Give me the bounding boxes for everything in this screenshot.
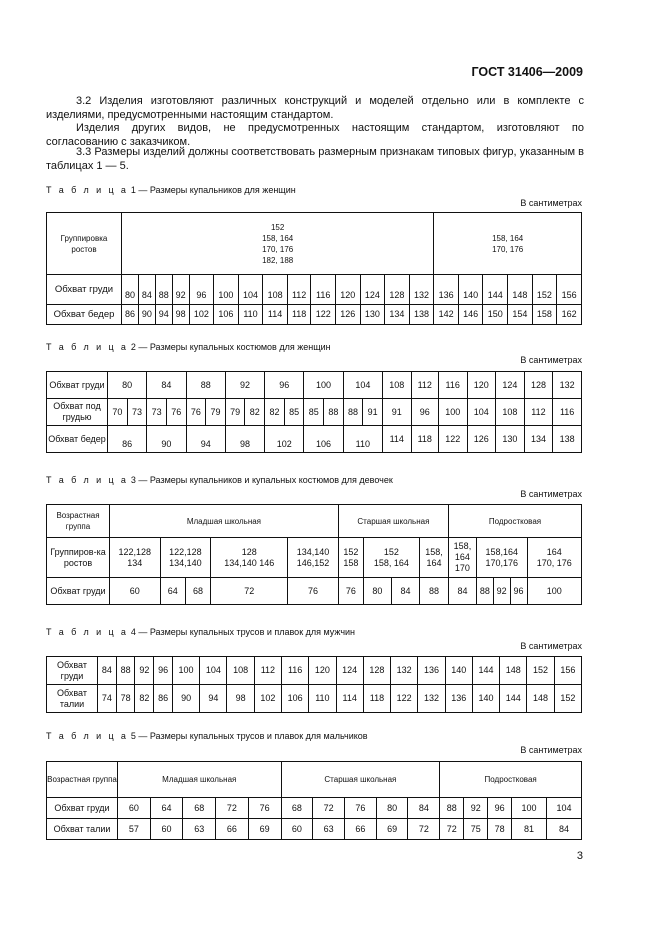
- table-cell: 78: [116, 685, 135, 713]
- table-cell: 72: [408, 819, 440, 840]
- table-cell: 112: [411, 372, 438, 399]
- paragraph-3-2-cont: Изделия других видов, не предусмотренных настоящим стандартом, изготовляют по согласованию с заказчиком.: [46, 122, 584, 148]
- table4-caption: Т а б л и ц а 4 — Размеры купальных трусов и плавок для мужчин: [46, 627, 356, 637]
- table-cell: 94: [200, 685, 227, 713]
- table-cell: 108: [263, 275, 288, 305]
- table-cell: 102: [189, 305, 214, 325]
- table-cell: 146: [458, 305, 483, 325]
- table-row: [47, 798, 582, 819]
- age-group: Старшая школьная: [281, 762, 440, 798]
- table3-caption: Т а б л и ц а 3 — Размеры купальников и купальных костюмов для девочек: [46, 475, 393, 485]
- row-label: Обхват под грудью: [47, 399, 108, 426]
- table-cell: 128: [363, 657, 390, 685]
- table-row: [47, 538, 582, 578]
- table-cell: 154: [508, 305, 533, 325]
- table-5: [46, 761, 582, 840]
- table-cell: 100: [172, 657, 199, 685]
- table-row: [47, 505, 582, 538]
- table-cell: 116: [282, 657, 309, 685]
- table-cell: 122,128 134,140: [160, 538, 211, 578]
- table-cell: 90: [172, 685, 199, 713]
- age-group: Старшая школьная: [338, 505, 448, 538]
- table-cell: 88: [420, 578, 449, 605]
- table-cell: 88: [343, 399, 363, 426]
- table-row: [47, 372, 582, 399]
- table-cell: 96: [510, 578, 527, 605]
- table-cell: 72: [440, 819, 464, 840]
- table-cell: 128 134,140 146: [211, 538, 288, 578]
- row-label: Обхват груди: [47, 275, 122, 305]
- table-cell: 100: [304, 372, 343, 399]
- table-cell: 96: [154, 657, 173, 685]
- table-cell: 82: [245, 399, 265, 426]
- table-cell: 132: [391, 657, 418, 685]
- table-cell: 128: [385, 275, 410, 305]
- table-cell: 94: [186, 426, 225, 453]
- table-cell: 98: [227, 685, 254, 713]
- table-cell: 132: [409, 275, 434, 305]
- table-cell: 114: [263, 305, 288, 325]
- row-label: Обхват талии: [47, 819, 118, 840]
- paragraph-3-3: 3.3 Размеры изделий должны соответствовать размерным признакам типовых фигур, указанным в таблицах 1 — 5.: [46, 146, 584, 172]
- table-cell: 84: [138, 275, 155, 305]
- table-cell: 134,140 146,152: [288, 538, 339, 578]
- table-cell: 68: [185, 578, 210, 605]
- table-3: [46, 504, 582, 605]
- table-cell: 91: [363, 399, 383, 426]
- table-row: [47, 685, 582, 713]
- table-cell: 152 158: [338, 538, 363, 578]
- table-cell: 92: [225, 372, 264, 399]
- table-cell: 156: [557, 275, 582, 305]
- table-cell: 110: [309, 685, 336, 713]
- table-cell: 162: [557, 305, 582, 325]
- table-cell: 102: [265, 426, 304, 453]
- table-cell: 122: [311, 305, 336, 325]
- table-cell: 158, 164 170: [448, 538, 476, 578]
- table-cell: 132: [553, 372, 582, 399]
- table-cell: 158, 164: [420, 538, 449, 578]
- table-cell: 86: [108, 426, 147, 453]
- table-cell: 114: [382, 426, 411, 453]
- table-cell: 68: [281, 798, 313, 819]
- table-cell: 76: [166, 399, 186, 426]
- table-cell: 92: [172, 275, 189, 305]
- table-cell: 72: [211, 578, 288, 605]
- table-cell: 132: [418, 685, 445, 713]
- table-cell: 79: [225, 399, 245, 426]
- table-cell: 96: [265, 372, 304, 399]
- table-cell: 136: [418, 657, 445, 685]
- row-label: Группиров-ка ростов: [47, 538, 110, 578]
- table-cell: 138: [553, 426, 582, 453]
- table-cell: 124: [496, 372, 525, 399]
- table-cell: 122: [438, 426, 467, 453]
- table-cell: 76: [186, 399, 206, 426]
- table-cell: 73: [127, 399, 147, 426]
- table-cell: 152: [554, 685, 581, 713]
- table-cell: 140: [458, 275, 483, 305]
- table-cell: 106: [214, 305, 239, 325]
- table-cell: 136: [445, 685, 472, 713]
- table-cell: 84: [546, 819, 581, 840]
- paragraph-3-2: 3.2 Изделия изготовляют различных конструкций и моделей отдельно или в комплекте с изделиями, предусмотренными настоящим стандартом.: [46, 95, 584, 121]
- table-cell: 76: [344, 798, 376, 819]
- table-cell: 64: [150, 798, 183, 819]
- table-cell: 88: [116, 657, 135, 685]
- table-cell: 106: [282, 685, 309, 713]
- age-group: Подростковая: [440, 762, 582, 798]
- table-cell: 138: [409, 305, 434, 325]
- table-cell: 92: [135, 657, 154, 685]
- table-cell: 110: [238, 305, 263, 325]
- table-cell: 98: [225, 426, 264, 453]
- table-cell: 63: [183, 819, 216, 840]
- table-cell: 130: [360, 305, 385, 325]
- table2-caption: Т а б л и ц а 2 — Размеры купальных костюмов для женщин: [46, 342, 331, 352]
- table-1: [46, 212, 582, 325]
- table-cell: 134: [385, 305, 410, 325]
- table4-units: В сантиметрах: [520, 641, 582, 651]
- table-cell: 74: [98, 685, 117, 713]
- table-cell: 152: [532, 275, 557, 305]
- table-cell: 60: [281, 819, 313, 840]
- table-cell: 94: [155, 305, 172, 325]
- table-cell: 100: [214, 275, 239, 305]
- table-row: [47, 819, 582, 840]
- table5-units: В сантиметрах: [520, 745, 582, 755]
- table-cell: 134: [524, 426, 553, 453]
- table-cell: 92: [464, 798, 488, 819]
- table-cell: 124: [360, 275, 385, 305]
- table-cell: 100: [438, 399, 467, 426]
- table-cell: 148: [500, 657, 527, 685]
- table-cell: 70: [108, 399, 128, 426]
- table-cell: 112: [287, 275, 311, 305]
- document-id: ГОСТ 31406—2009: [471, 65, 583, 79]
- table-cell: 104: [238, 275, 263, 305]
- table-cell: 84: [147, 372, 186, 399]
- table-cell: 72: [313, 798, 345, 819]
- table-cell: 84: [448, 578, 476, 605]
- table-cell: 78: [488, 819, 512, 840]
- page-number: 3: [576, 850, 583, 862]
- table-cell: 98: [172, 305, 189, 325]
- table-2: [46, 371, 582, 453]
- table-row: [47, 426, 582, 453]
- row-label: Группировка ростов: [47, 213, 122, 275]
- table-cell: 100: [527, 578, 582, 605]
- row-label: Обхват груди: [47, 372, 108, 399]
- table-cell: 118: [287, 305, 311, 325]
- table-cell: 91: [382, 399, 411, 426]
- table-cell: 150: [483, 305, 508, 325]
- table-cell: 144: [500, 685, 527, 713]
- table-cell: 152: [527, 657, 554, 685]
- table-cell: 73: [147, 399, 167, 426]
- table-cell: 60: [118, 798, 151, 819]
- table-row: [47, 762, 582, 798]
- table-cell: 63: [313, 819, 345, 840]
- table-cell: 92: [493, 578, 510, 605]
- table-row: [47, 275, 582, 305]
- table-cell: 116: [438, 372, 467, 399]
- height-group-b: 158, 164 170, 176: [434, 213, 582, 275]
- table-cell: 104: [546, 798, 581, 819]
- row-label: Обхват груди: [47, 578, 110, 605]
- table-cell: 72: [216, 798, 249, 819]
- table-cell: 122: [391, 685, 418, 713]
- table-cell: 84: [391, 578, 419, 605]
- table-cell: 88: [440, 798, 464, 819]
- table-cell: 118: [411, 426, 438, 453]
- table-cell: 108: [227, 657, 254, 685]
- table-cell: 80: [376, 798, 408, 819]
- table-row: [47, 399, 582, 426]
- table-cell: 75: [464, 819, 488, 840]
- table-cell: 142: [434, 305, 459, 325]
- height-group-a: 152 158, 164 170, 176 182, 188: [122, 213, 434, 275]
- table1-caption: Т а б л и ц а 1 — Размеры купальников для женщин: [46, 185, 296, 195]
- table-cell: 144: [483, 275, 508, 305]
- table-cell: 116: [311, 275, 336, 305]
- table-cell: 158,164 170,176: [476, 538, 527, 578]
- table-cell: 88: [324, 399, 344, 426]
- table-cell: 100: [512, 798, 547, 819]
- table-cell: 158: [532, 305, 557, 325]
- age-group: Подростковая: [448, 505, 581, 538]
- table-cell: 96: [411, 399, 438, 426]
- table-cell: 85: [304, 399, 324, 426]
- table-cell: 120: [309, 657, 336, 685]
- table-cell: 60: [110, 578, 161, 605]
- table-row: [47, 213, 582, 275]
- table-row: [47, 305, 582, 325]
- table-cell: 126: [336, 305, 361, 325]
- table-cell: 148: [508, 275, 533, 305]
- table-cell: 68: [183, 798, 216, 819]
- table-cell: 66: [344, 819, 376, 840]
- table-cell: 108: [496, 399, 525, 426]
- age-group: Младшая школьная: [110, 505, 339, 538]
- age-group: Младшая школьная: [118, 762, 282, 798]
- table-cell: 108: [382, 372, 411, 399]
- table-cell: 81: [512, 819, 547, 840]
- table-cell: 69: [376, 819, 408, 840]
- table-cell: 136: [434, 275, 459, 305]
- table-cell: 112: [254, 657, 281, 685]
- table-cell: 88: [476, 578, 493, 605]
- table-cell: 64: [160, 578, 185, 605]
- table-cell: 120: [467, 372, 496, 399]
- row-label: Обхват талии: [47, 685, 98, 713]
- table1-units: В сантиметрах: [520, 198, 582, 208]
- table-cell: 82: [265, 399, 285, 426]
- row-label: Обхват бедер: [47, 305, 122, 325]
- table-cell: 88: [186, 372, 225, 399]
- table-4: [46, 656, 582, 713]
- table-cell: 120: [336, 275, 361, 305]
- table-cell: 90: [138, 305, 155, 325]
- table5-caption: Т а б л и ц а 5 — Размеры купальных трусов и плавок для мальчиков: [46, 731, 368, 741]
- table-cell: 76: [288, 578, 339, 605]
- table-cell: 118: [363, 685, 390, 713]
- table-cell: 116: [553, 399, 582, 426]
- row-label: Обхват груди: [47, 798, 118, 819]
- table-cell: 60: [150, 819, 183, 840]
- table-cell: 90: [147, 426, 186, 453]
- table-cell: 104: [467, 399, 496, 426]
- table-cell: 140: [472, 685, 499, 713]
- table-cell: 80: [108, 372, 147, 399]
- table-cell: 96: [189, 275, 214, 305]
- table3-units: В сантиметрах: [520, 489, 582, 499]
- row-label: Обхват бедер: [47, 426, 108, 453]
- table-cell: 126: [467, 426, 496, 453]
- table-cell: 140: [445, 657, 472, 685]
- table-row: [47, 578, 582, 605]
- table-cell: 148: [527, 685, 554, 713]
- table-cell: 86: [122, 305, 139, 325]
- table-cell: 80: [363, 578, 391, 605]
- table-cell: 86: [154, 685, 173, 713]
- row-label: Обхват груди: [47, 657, 98, 685]
- table-cell: 57: [118, 819, 151, 840]
- table-cell: 82: [135, 685, 154, 713]
- table-cell: 110: [343, 426, 382, 453]
- row-label: Возрастная группа: [47, 505, 110, 538]
- table-cell: 114: [336, 685, 363, 713]
- table-cell: 122,128 134: [110, 538, 161, 578]
- table-row: [47, 657, 582, 685]
- table-cell: 106: [304, 426, 343, 453]
- table2-units: В сантиметрах: [520, 355, 582, 365]
- table-cell: 130: [496, 426, 525, 453]
- table-cell: 79: [206, 399, 226, 426]
- table-cell: 144: [472, 657, 499, 685]
- row-label: Возрастная группа: [47, 762, 118, 798]
- table-cell: 152 158, 164: [363, 538, 419, 578]
- table-cell: 80: [122, 275, 139, 305]
- table-cell: 156: [554, 657, 581, 685]
- table-cell: 102: [254, 685, 281, 713]
- table-cell: 76: [248, 798, 281, 819]
- table-cell: 124: [336, 657, 363, 685]
- table-cell: 164 170, 176: [527, 538, 582, 578]
- table-cell: 128: [524, 372, 553, 399]
- table-cell: 76: [338, 578, 363, 605]
- table-cell: 104: [343, 372, 382, 399]
- table-cell: 69: [248, 819, 281, 840]
- table-cell: 96: [488, 798, 512, 819]
- table-cell: 84: [408, 798, 440, 819]
- table-cell: 112: [524, 399, 553, 426]
- table-cell: 88: [155, 275, 172, 305]
- table-cell: 104: [200, 657, 227, 685]
- table-cell: 66: [216, 819, 249, 840]
- table-cell: 84: [98, 657, 117, 685]
- table-cell: 85: [284, 399, 304, 426]
